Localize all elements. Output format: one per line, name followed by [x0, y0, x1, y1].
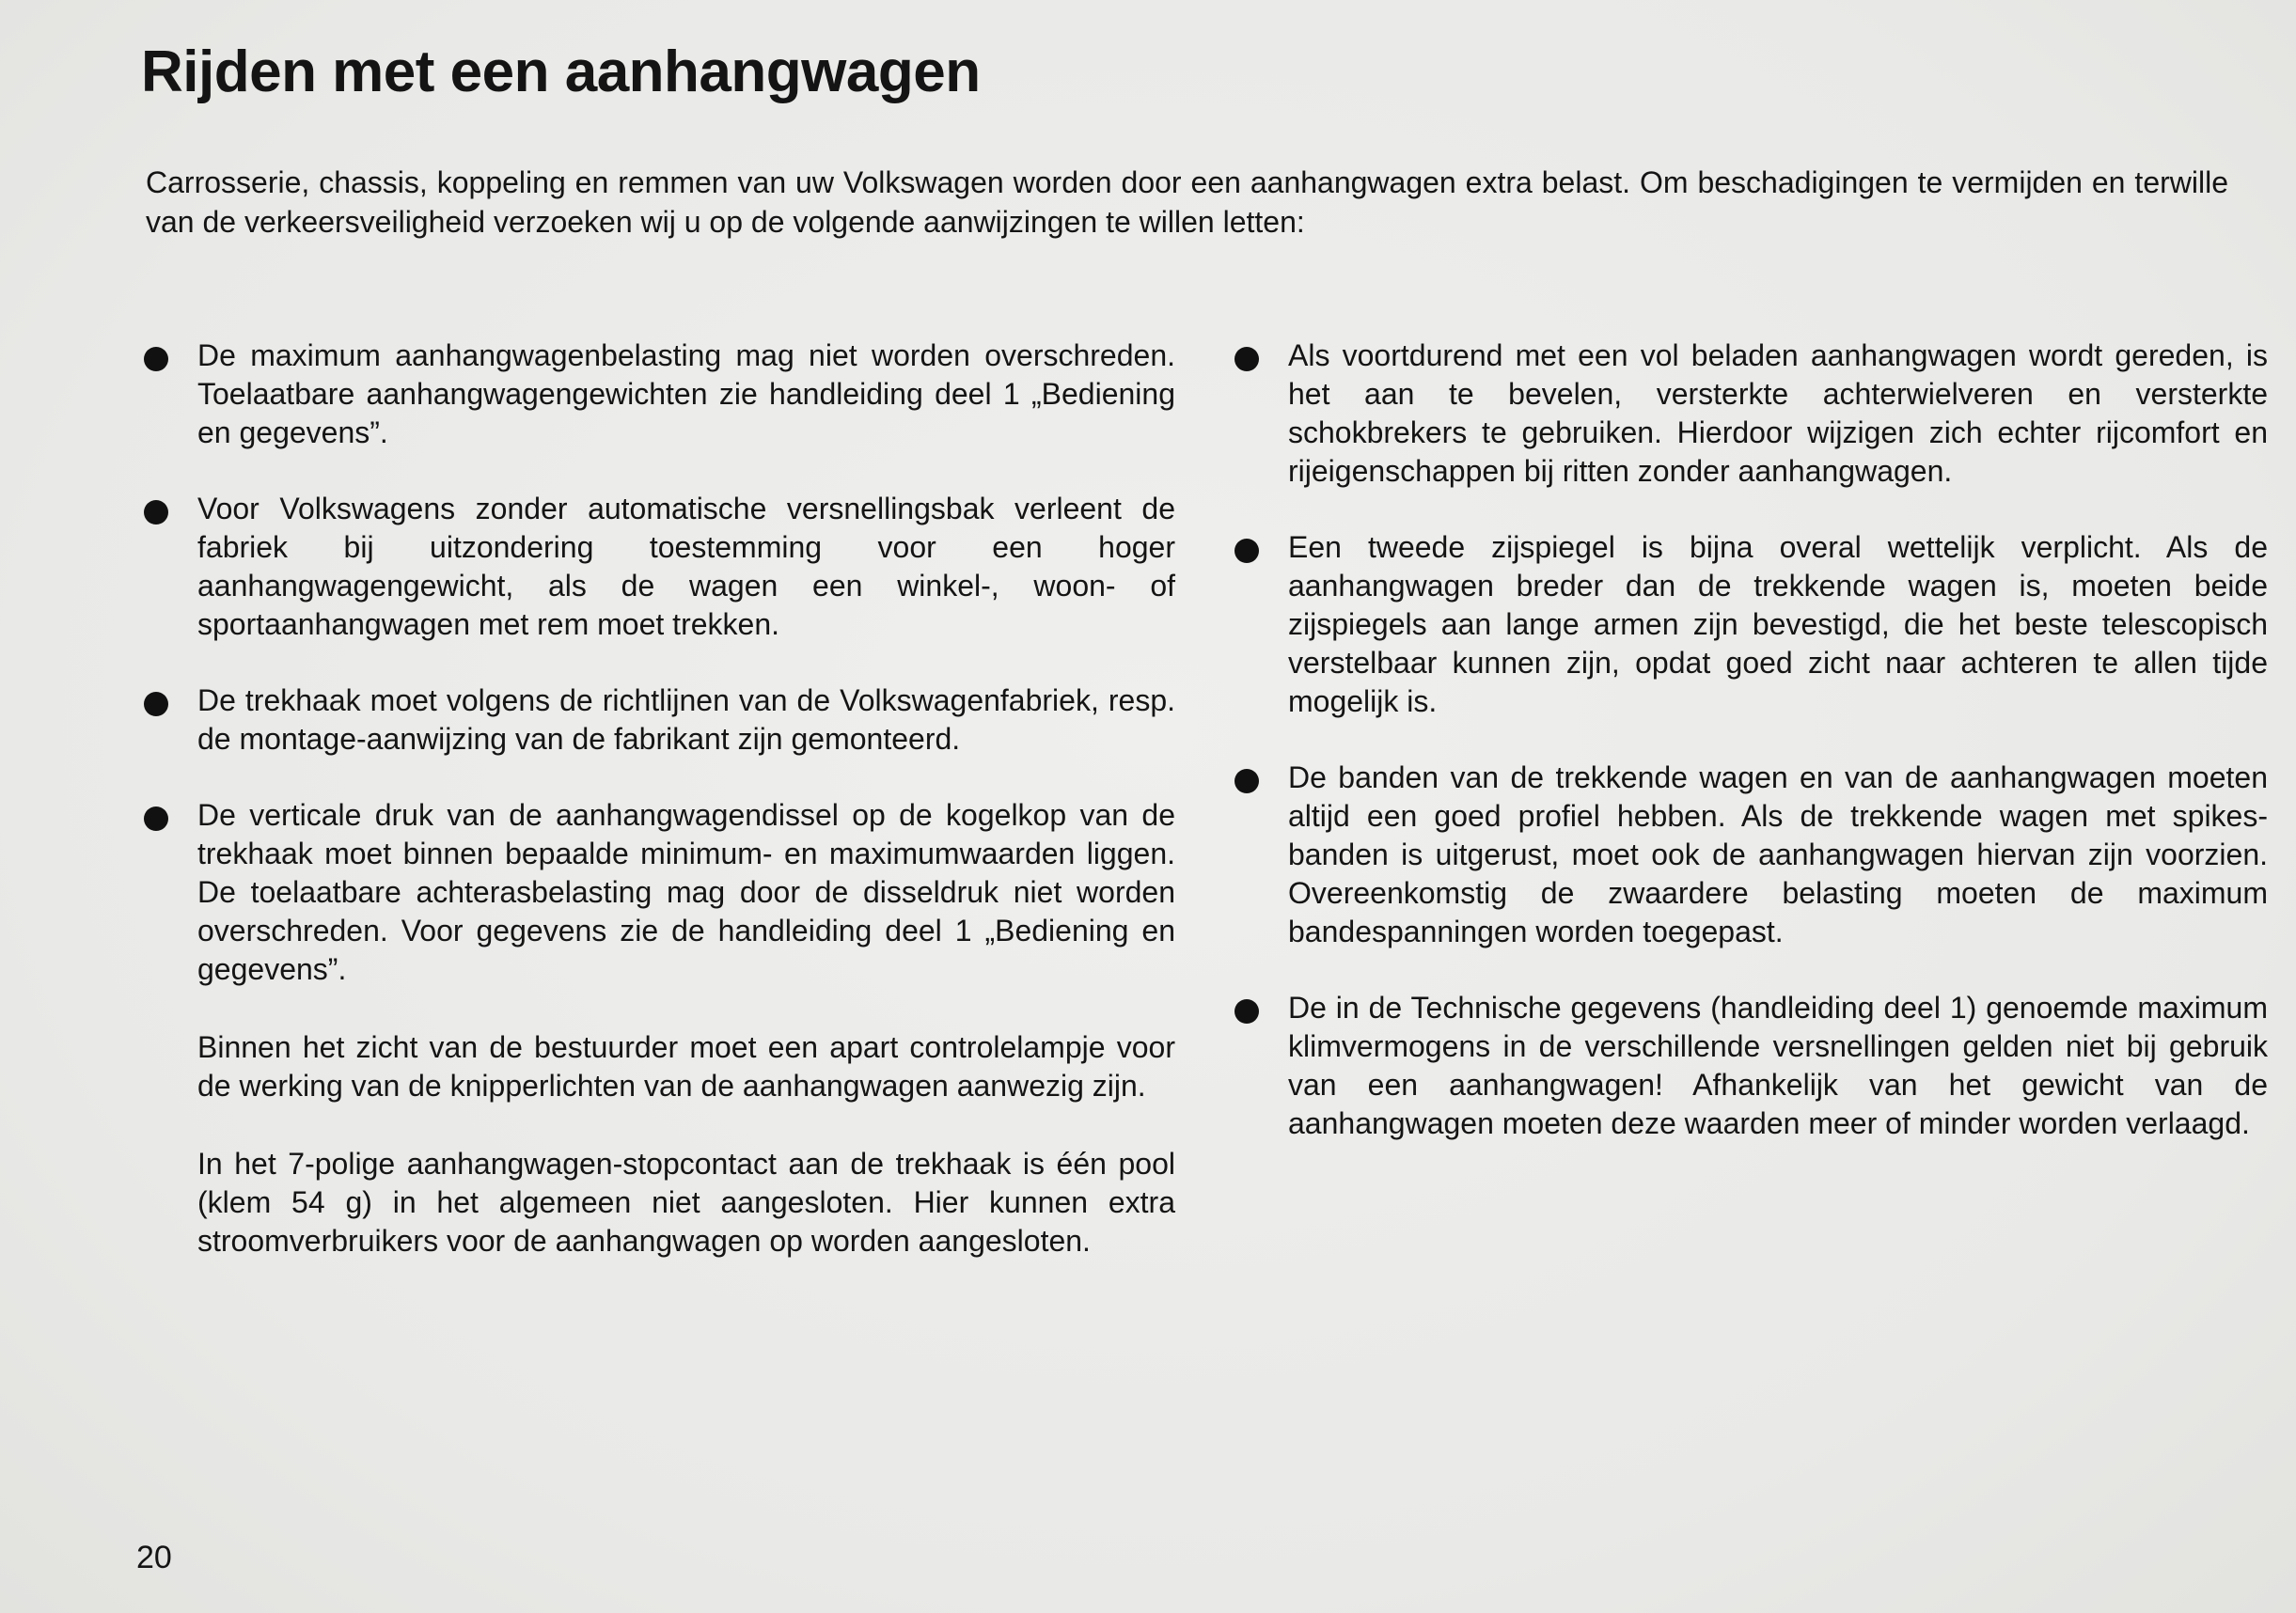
bullet-dot-icon: [144, 806, 168, 831]
bullet-item: [1232, 337, 2268, 491]
bullet-dot-icon: [144, 347, 168, 371]
bullet-item: [141, 681, 1175, 759]
bullet-text: Een tweede zijspiegel is bijna overal wettelijk verplicht. Als de aanhangwagen breder dan de trekkende wagen is, moeten beide zijspiegels aan lange armen zijn bevestigd, die het beste telescopisch verstelbaar kunnen zijn, opdat goed zicht naar achteren te allen tijde mogelijk is.: [1288, 530, 2268, 718]
page-title: Rijden met een aanhangwagen: [141, 39, 981, 104]
bullet-dot-icon: [1234, 769, 1259, 793]
bullet-text: De in de Technische gegevens (handleiding deel 1) genoemde maximum klimvermogens in de verschillende versnellingen gelden niet bij gebruik van een aanhangwagen! Afhankelijk van het gewicht van de aanhangwagen moeten deze waarden meer of minder worden verlaagd.: [1288, 991, 2268, 1140]
bullet-text: De maximum aanhangwagenbelasting mag niet worden overschreden. Toelaatbare aanhangwagengewichten zie handleiding deel 1 „Bediening en gegevens”.: [197, 338, 1175, 449]
bullet-item: [1232, 528, 2268, 721]
bullet-dot-icon: [1234, 999, 1259, 1024]
page-number: 20: [136, 1540, 172, 1575]
bullet-item: [1232, 989, 2268, 1143]
bullet-text: Als voortdurend met een vol beladen aanhangwagen wordt gereden, is het aan te bevelen, versterkte achterwielveren en versterkte schokbrekers te gebruiken. Hierdoor wijzigen zich echter rijcomfort en rijeigenschappen bij ritten zonder aanhangwagen.: [1288, 338, 2268, 488]
bullet-dot-icon: [1234, 539, 1259, 563]
bullet-text: De verticale druk van de aanhangwagendissel op de kogelkop van de trekhaak moet binnen bepaalde minimum- en maximumwaarden liggen. De toelaatbare achterasbelasting mag door de disseldruk niet worden overschreden. Voor gegevens zie de handleiding deel 1 „Bediening en gegevens”.: [197, 798, 1175, 986]
right-column: [1232, 337, 2268, 1181]
bullet-text: Voor Volkswagens zonder automatische versnellingsbak verleent de fabriek bij uitzondering toestemming voor een hoger aanhangwagengewicht, als de wagen een winkel-, woon- of sportaanhangwagen met rem moet trekken.: [197, 492, 1175, 641]
bullet-item: [1232, 759, 2268, 951]
bullet-dot-icon: [144, 500, 168, 525]
left-column: [141, 337, 1175, 1298]
bullet-item: [141, 490, 1175, 644]
bullet-dot-icon: [144, 692, 168, 716]
bullet-text: De trekhaak moet volgens de richtlijnen van de Volkswagenfabriek, resp. de montage-aanwijzing van de fabrikant zijn gemonteerd.: [197, 683, 1175, 756]
bullet-text: De banden van de trekkende wagen en van de aanhangwagen moeten altijd een goed profiel hebben. Als de trekkende wagen met spikes-banden is uitgerust, moet ook de aanhangwagen hiervan zijn voorzien. Overeenkomstig de zwaardere belasting moeten de maximum bandespanningen worden toegepast.: [1288, 760, 2268, 948]
bullet-item: [141, 337, 1175, 452]
bullet-dot-icon: [1234, 347, 1259, 371]
bullet-followup-text: In het 7-polige aanhangwagen-stopcontact aan de trekhaak is één pool (klem 54 g) in het algemeen niet aangesloten. Hier kunnen extra stroomverbruikers voor de aanhangwagen op worden aangesloten.: [197, 1147, 1175, 1258]
bullet-followup-text: Binnen het zicht van de bestuurder moet een apart controlelampje voor de werking van de knipperlichten van de aanhangwagen aanwezig zijn.: [197, 1030, 1175, 1103]
intro-paragraph: Carrosserie, chassis, koppeling en remmen van uw Volkswagen worden door een aanhangwagen extra belast. Om beschadigingen te vermijden en terwille van de verkeersveiligheid verzoeken wij u op de volgende aanwijzingen te willen letten:: [146, 165, 2228, 239]
bullet-item: [141, 796, 1175, 1261]
